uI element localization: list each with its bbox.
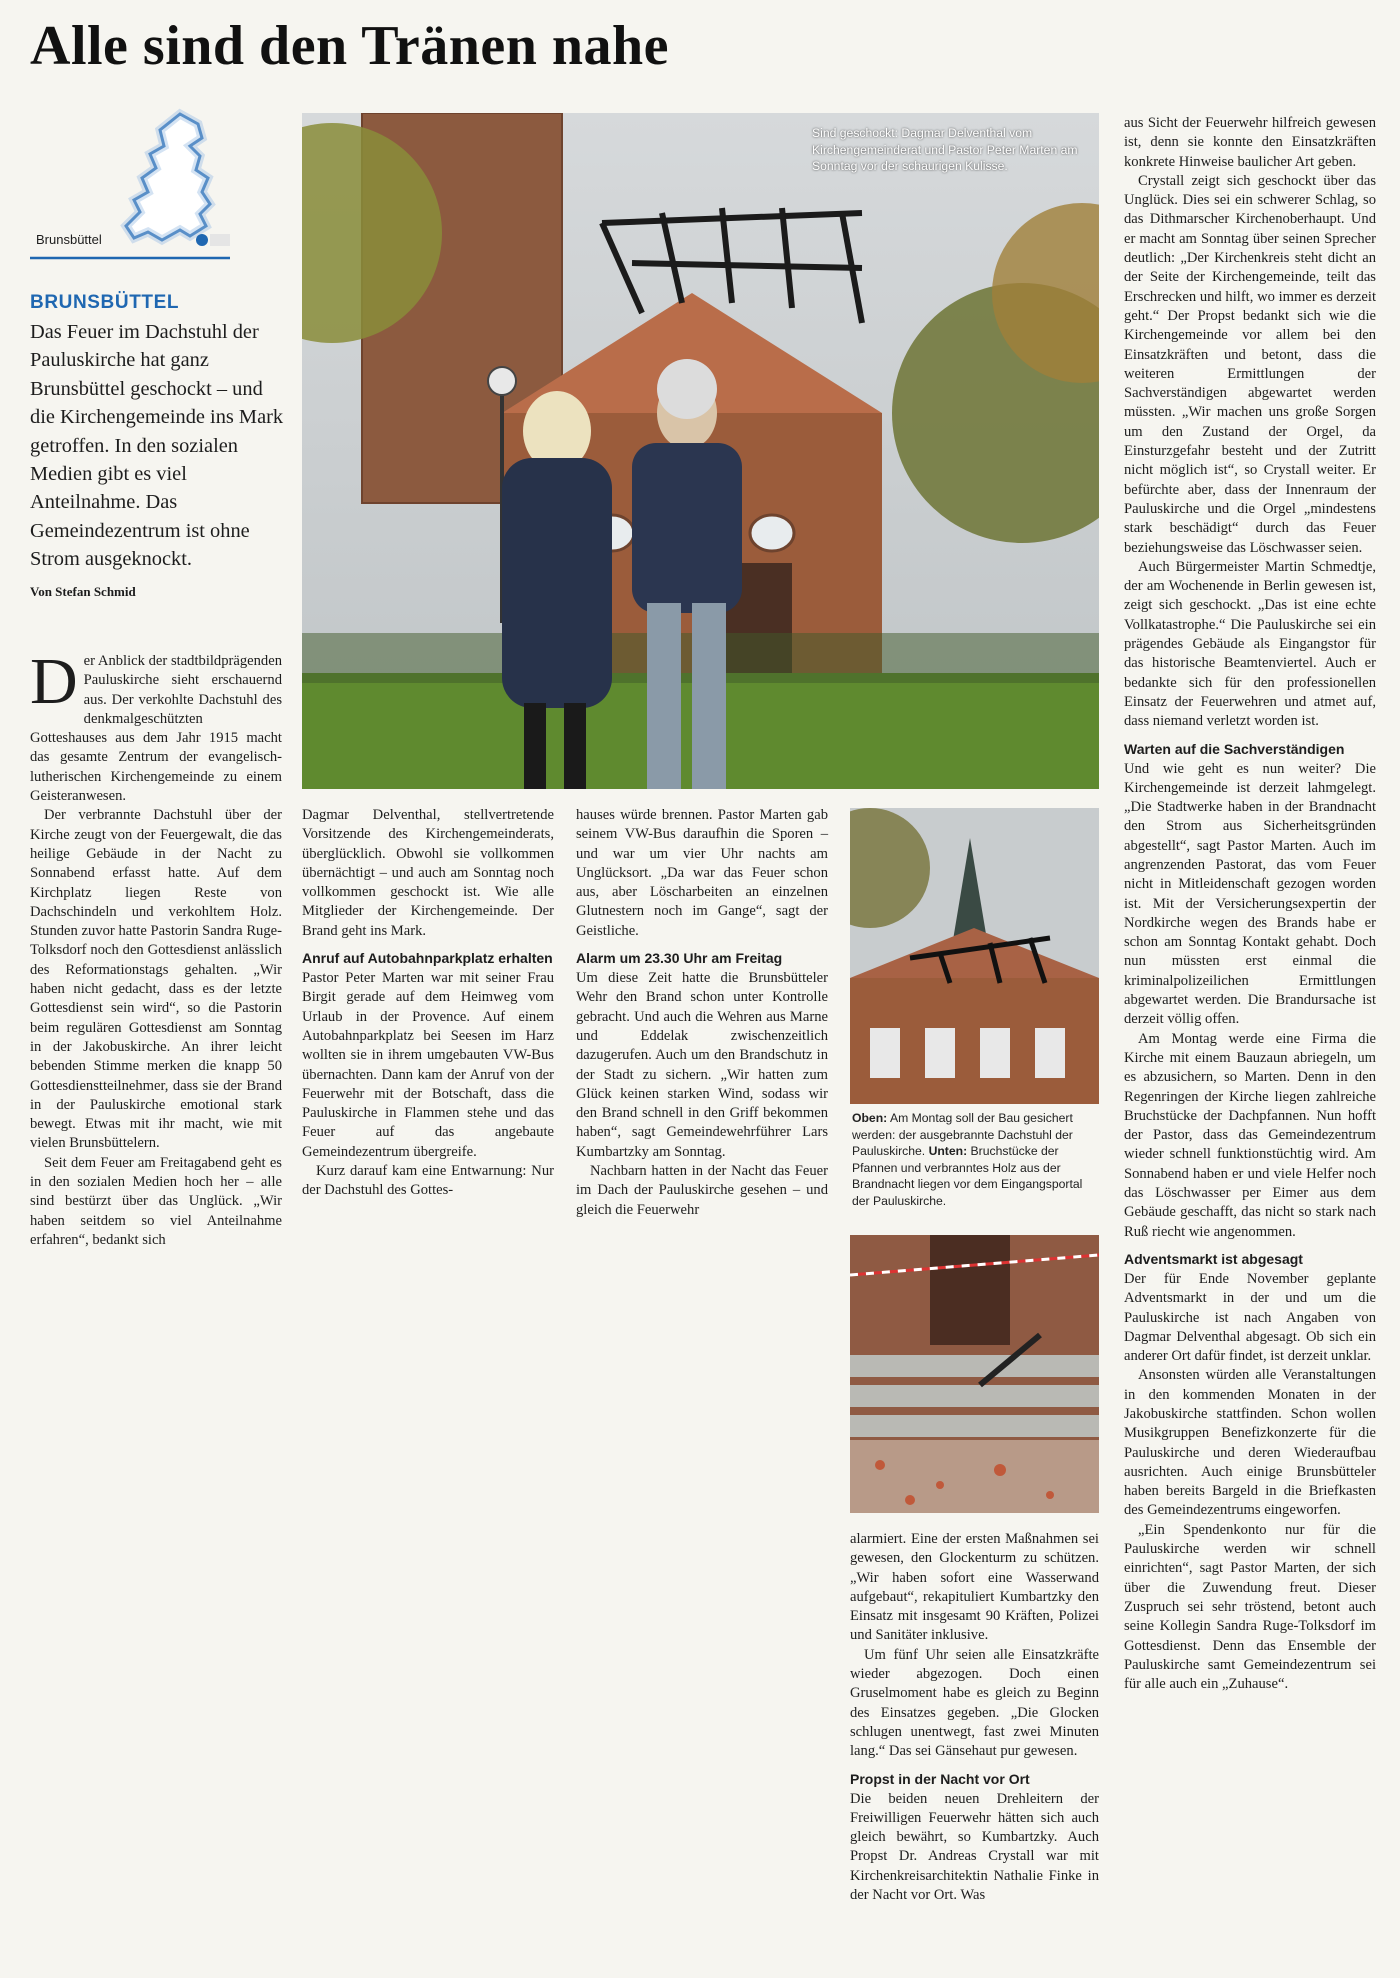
col4-subheading: Propst in der Nacht vor Ort (850, 1770, 1030, 1787)
locator-map (30, 108, 230, 264)
col5-paragraph-1: aus Sicht der Feuerwehr hilfreich gewesen ist, denn sie konnte den Einsatzkräften konkrete Hinweise baulicher Art geben. (1124, 115, 1376, 170)
drop-cap: D (30, 645, 78, 718)
col5-paragraph-4: Und wie geht es nun weiter? Die Kirchengemeinde ist derzeit lahmgelegt. „Die Stadtwerke haben in der Brandnacht den Strom aus Sicherheitsgründen abgestellt“, sagt Pastor Marten. Auch im angrenzenden Pastorat, das vom Feuer nicht in Mitleidenschaft gezogen worden ist. Mit der Versicherungsexpertin der Nordkirche wegen des Brands habe er schon am Sonntag Kontakt gehabt. Doch nun müssten erst einmal die kriminalpolizeilichen Ermittlungen abgewartet werden. Die Brandursache ist derzeit völlig offen. (1124, 760, 1376, 1028)
caption-label-bottom: Unten: (928, 1144, 968, 1158)
main-photo (302, 113, 1099, 789)
col3-paragraph-2: Um diese Zeit hatte die Brunsbütteler Wehr den Brand schon unter Kontrolle gebracht. Und auch die Wehren aus Marne und Eddelak zwischenzeitlich dazugerufen. Auch um den Brandschutz in der Stadt zu sichern. „Wir hatten zum Glück keinen starken Wind, sodass wir den Brand schnell in den Griff bekommen haben“, sagt Gemeindewehrführer Lars Kumbartzky am Sonntag. (576, 970, 828, 1160)
col2-paragraph-1: Dagmar Delventhal, stellvertretende Vorsitzende des Kirchengemeinderats, überglücklich. Obwohl sie vollkommen übernächtigt – und auch am Sonntag noch vollkommen geschockt ist. Wie alle Mitglieder der Kirchengemeinde. Der Brand geht ins Mark. (302, 807, 554, 939)
col2-subheading: Anruf auf Autobahnparkplatz erhalten (302, 950, 553, 967)
col5-subheading-2: Adventsmarkt ist abgesagt (1124, 1250, 1303, 1267)
church-entrance-photo-icon (850, 1235, 1099, 1513)
caption-text-bottom: Bruchstücke der Pfannen und verbranntes Holz aus der Brandnacht liegen vor dem Eingangsportal der Pauluskirche. (852, 1144, 1083, 1208)
article-column-2 (302, 806, 554, 1201)
col4-paragraph-3: Die beiden neuen Drehleitern der Freiwilligen Feuerwehr hätten sich auch gleich bewährt, so Kumbartzky. Auch Propst Dr. Andreas Crystall war mit Kirchenkreisarchitektin Nathalie Finke in der Nacht vor Ort. Was (850, 1790, 1099, 1904)
caption-text-top: Am Montag soll der Bau gesichert werden: der ausgebrannte Dachstuhl der Pauluskirche. (852, 1111, 1073, 1158)
article-column-1 (30, 645, 282, 1250)
col5-paragraph-6: Der für Ende November geplante Adventsmarkt in der und um die Pauluskirche ist nach Angaben von Dagmar Delventhal abgesagt. Ob sich ein anderer Ort dafür findet, ist derzeit unklar. (1124, 1270, 1376, 1365)
col5-subheading-1: Warten auf die Sachverständigen (1124, 740, 1345, 757)
col2-paragraph-3: Kurz darauf kam eine Entwarnung: Nur der Dachstuhl des Gottes- (302, 1163, 554, 1199)
caption-label-top: Oben: (852, 1111, 888, 1125)
byline: Von Stefan Schmid (30, 584, 136, 599)
main-photo-caption: Sind geschockt: Dagmar Delventhal vom Kirchengemeinderat und Pastor Peter Marten am Sonntag vor der schaurigen Kulisse. (812, 126, 1078, 173)
side-photo-caption (852, 1110, 1097, 1209)
col1-paragraph-1: er Anblick der stadtbildprägenden Pauluskirche sieht erschauernd aus. Der verkohlte Dachstuhl des denkmalgeschützten Gotteshauses aus dem Jahr 1915 macht das gesamte Zentrum der evangelisch-lutherischen Kirchengemeinde zu einem Geisteranwesen. (30, 653, 282, 805)
col3-paragraph-3: Nachbarn hatten in der Nacht das Feuer im Dach der Pauluskirche gesehen – und gleich die Feuerwehr (576, 1163, 828, 1218)
col5-paragraph-5: Am Montag werde eine Firma die Kirche mit einem Bauzaun abriegeln, um es abzusichern, so Marten. Denn in den Regenringen der Kirche liegen zahlreiche Bruchstücke der Dachpfannen. Nun hofft der Pastor, dass das Gemeindezentrum wieder schnell funktionstüchtig wird. Am Sonnabend haben er und viele Helfer noch das Löschwasser per Eimer aus dem Gebäude geschafft, das nicht so stark nach Ruß riecht wie angenommen. (1124, 1030, 1376, 1240)
col5-paragraph-8: „Ein Spendenkonto nur für die Pauluskirche werden wir schnell einrichten“, sagt Pastor Marten, der sich über die Zuwendung freut. Dieser Zuspruch sei sehr tröstend, betont auch seine Kollegin Sandra Ruge-Tolksdorf im Gottesdienst. Denn das Ensemble der Pauluskirche samt Gemeindezentrum sei für alle auch ein „Zuhause“. (1124, 1521, 1376, 1693)
headline: Alle sind den Tränen nahe (30, 15, 670, 77)
lead-text: Das Feuer im Dachstuhl der Pauluskirche hat ganz Brunsbüttel geschockt – und die Kirchengemeinde ins Mark getroffen. In den sozialen Medien gibt es viel Anteilnahme. Das Gemeindezentrum ist ohne Strom ausgeknockt. (30, 321, 284, 571)
col5-paragraph-7: Ansonsten würden alle Veranstaltungen in den kommenden Monaten in der Jakobuskirche stattfinden. Schon wollen Musikgruppen Benefizkonzerte für die Pauluskirche und deren Wiederaufbau ausrichten. Auch einige Brunsbütteler haben bereits Bargeld in die Briefkasten des Gemeindezentrums eingeworfen. (1124, 1367, 1376, 1519)
dateline: BRUNSBÜTTEL (30, 292, 180, 313)
article-column-4 (850, 1530, 1099, 1905)
col4-paragraph-2: Um fünf Uhr seien alle Einsatzkräfte wieder abgezogen. Doch einen Gruselmoment habe es gleich zu Beginn des Einsatzes gegeben. „Die Glocken schlugen unentwegt, fast zwei Minuten lang.“ Das sei Gänsehaut pur gewesen. (850, 1646, 1099, 1760)
col1-paragraph-3: Seit dem Feuer am Freitagabend geht es in den sozialen Medien hoch her – alle sind bestürzt über das Unglück. „Wir haben seitdem so viel Anteilnahme erfahren“, bedankt sich (30, 1154, 282, 1248)
col5-paragraph-3: Auch Bürgermeister Martin Schmedtje, der am Wochenende in Berlin gewesen ist, zeigt sich geschockt. „Das ist eine echte Vollkatastrophe.“ Die Pauluskirche sei ein prägendes Gebäude als Eingangstor für das historische Beamtenviertel. Auch er bedankte sich für den professionellen Einsatz der Feuerwehren und atmet auf, dass niemand verletzt worden ist. (1124, 558, 1376, 730)
article-column-5 (1124, 114, 1376, 1694)
col1-paragraph-2: Der verbrannte Dachstuhl über der Kirche zeugt von der Feuergewalt, die das heilige Gebäude in der Nacht zu Sonnabend erfasst hatte. Auf dem Kirchplatz liegen Reste von Dachschindeln und verkohltem Holz. Stunden zuvor hatte Pastorin Sandra Ruge-Tolksdorf noch den Gottesdienst anlässlich des Reformationstags gehalten. „Wir haben nicht gedacht, dass es der letzte Gottesdienst sein wird“, so die Pastorin beim regulären Gottesdienst am Sonntag in der Jakobuskirche. An ihrer leicht bebenden Stimme merken die knapp 50 Gottesdienstteilnehmer, dass sie der Brand in der Pauluskirche emotional stark bewegt. Etwas mit ihr macht, wie mit vielen Brunsbüttelern. (30, 807, 282, 1152)
church-fire-photo-icon (302, 113, 1099, 789)
burnt-roof-photo-icon (850, 808, 1099, 1104)
col4-paragraph-1: alarmiert. Eine der ersten Maßnahmen sei gewesen, den Glockenturm zu schützen. „Wir haben sofort eine Wasserwand aufgebaut“, rekapituliert Kumbartzky den Einsatz mit insgesamt 90 Kräften, Polizei und Sanitäter inklusive. (850, 1531, 1099, 1644)
side-photo-bottom (850, 1235, 1099, 1513)
article-column-3 (576, 806, 828, 1220)
col3-paragraph-1: hauses würde brennen. Pastor Marten gab seinem VW-Bus daraufhin die Sporen – und war um vier Uhr nachts am Unglücksort. „Da war das Feuer schon aus, aber Löscharbeiten an einzelnen Glutnestern noch im Gange“, sagt der Geistliche. (576, 807, 828, 939)
col2-paragraph-2: Pastor Peter Marten war mit seiner Frau Birgit gerade auf dem Heimweg vom Urlaub in der Provence. Auf einem Autobahnparkplatz bei Seesen im Harz wollten sie in ihrem umgebauten VW-Bus übernachten. Dann kam der Anruf von der Feuerwehr mit der Botschaft, dass die Pauluskirche in Flammen stehe und das Feuer auf das angebaute Gemeindezentrum übergreife. (302, 970, 554, 1160)
col3-subheading: Alarm um 23.30 Uhr am Freitag (576, 950, 783, 967)
locator-label: Brunsbüttel (36, 232, 102, 247)
col5-paragraph-2: Crystall zeigt sich geschockt über das Unglück. Dies sei ein schwerer Schlag, so das Dithmarscher Kirchenoberhaupt. Und er macht am Sonntag über seinen Sprecher deutlich: „Der Kirchenkreis steht dicht an der Seite der Kirchengemeinde, teilt das Erschrecken und hilft, wo immer es derzeit geht.“ Der Propst bedankt sich wie die Kirchengemeinde vor allem bei den Einsatzkräften und betont, dass die weiteren Ermittlungen der Sachverständigen abgewartet werden müssten. „Wir machen uns große Sorgen um den Zustand der Orgel, da Einsturzgefahr besteht und der Zutritt nicht möglich ist“, so Crystall weiter. Er befürchte aber, dass der Innenraum der Pauluskirche und die Orgel „mindestens stark beschädigt“ durch das Feuer beziehungsweise das Löschwasser seien. (1124, 172, 1376, 556)
side-photo-top (850, 808, 1099, 1104)
